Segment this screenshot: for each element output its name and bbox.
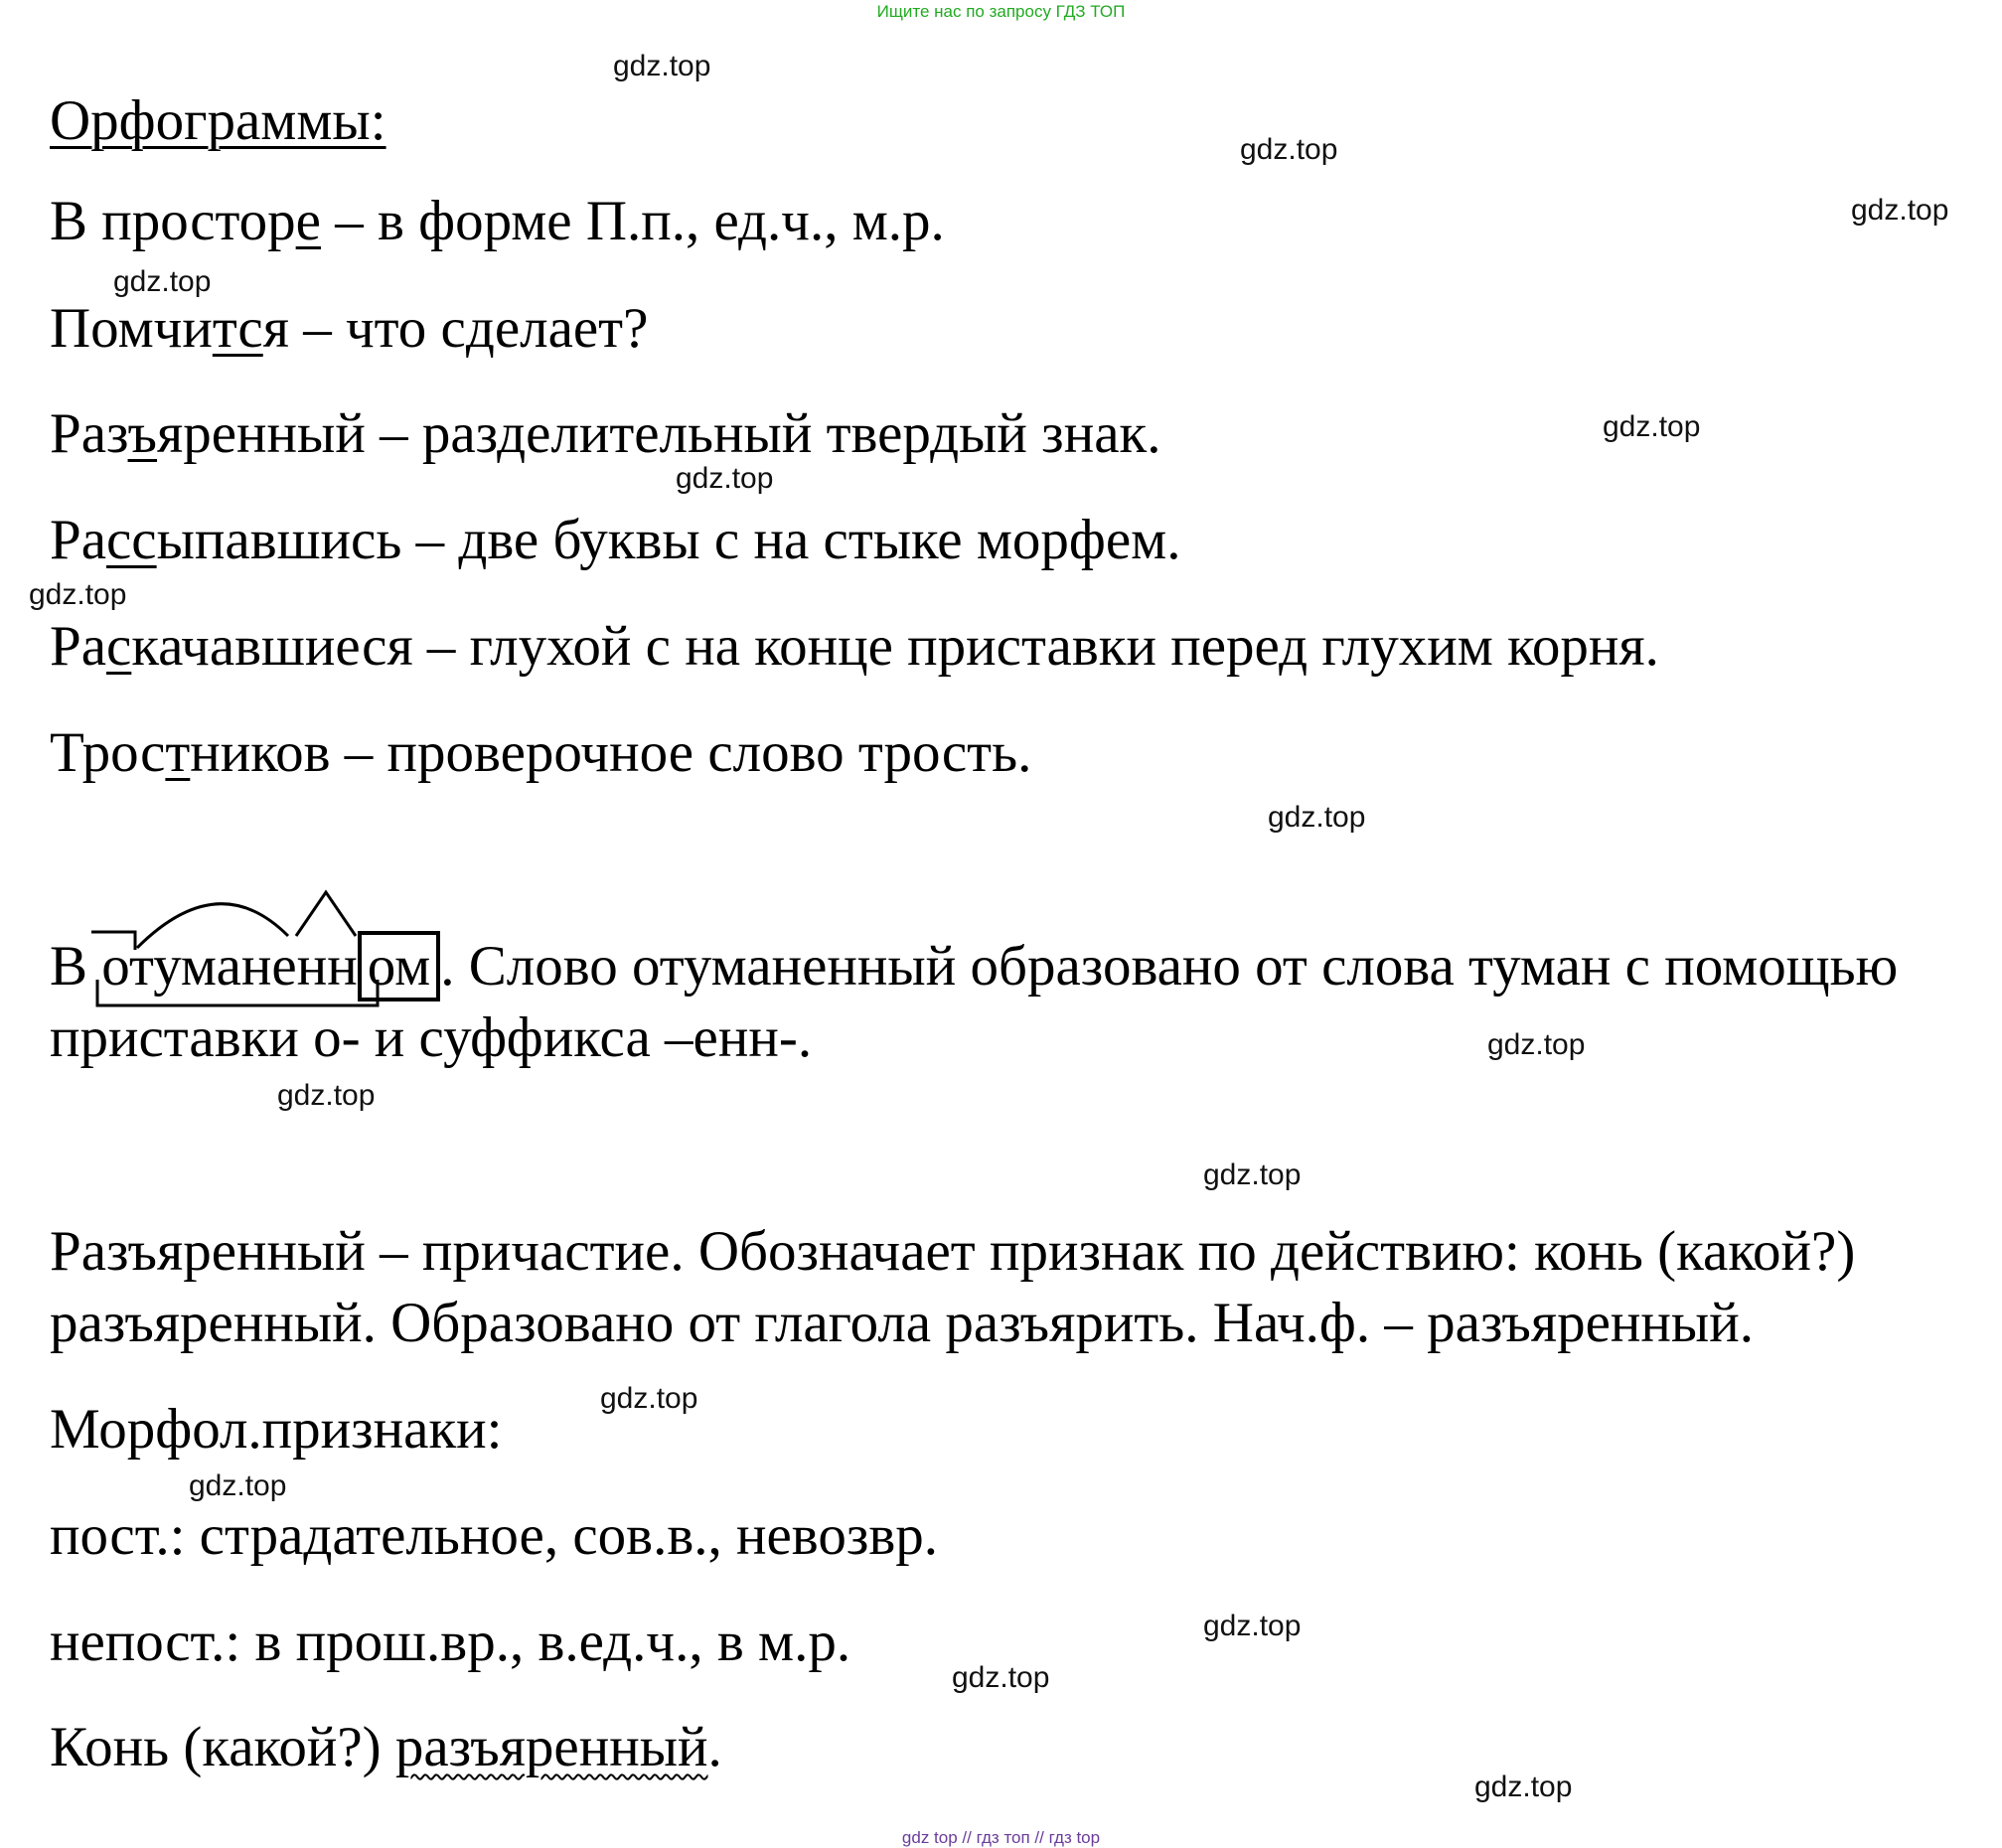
watermark: gdz.top	[29, 578, 127, 611]
line-text: Помчи	[50, 297, 213, 360]
line-text: В простор	[50, 190, 296, 252]
section-title: Орфограммы:	[50, 89, 386, 152]
line-text: Трос	[50, 721, 166, 784]
wavy-underlined-word: разъяренный	[394, 1716, 708, 1778]
bottom-links[interactable]: gdz top // гдз топ // гдз top	[901, 1828, 1101, 1847]
watermark: gdz.top	[1203, 1158, 1302, 1191]
analysis-text: Разъяренный – причастие. Обозначает признак по действию: конь (какой?)	[50, 1220, 1856, 1283]
watermark: gdz.top	[1487, 1028, 1586, 1061]
orthogram-letter: т	[165, 721, 191, 784]
watermark: gdz.top	[1203, 1610, 1302, 1642]
analysis-text	[50, 1716, 722, 1778]
watermark: gdz.top	[277, 1079, 376, 1112]
watermark: gdz.top	[600, 1382, 698, 1415]
line-text: Ра	[50, 509, 106, 571]
watermark: gdz.top	[113, 265, 212, 298]
orthogram-line	[50, 402, 1161, 465]
line-text: ыпавшись – две буквы с на стыке морфем.	[156, 509, 1181, 571]
line-text: Конь (какой?)	[50, 1716, 395, 1778]
watermark: gdz.top	[1603, 410, 1701, 443]
orthogram-letter: с	[106, 615, 132, 678]
line-text: Ра	[50, 615, 106, 678]
line-text: ников – проверочное слово трость.	[190, 721, 1032, 784]
line-text: качавшиеся – глухой с на конце приставки перед глухим корня.	[131, 615, 1659, 678]
orthogram-line	[50, 297, 649, 360]
watermark: gdz.top	[189, 1469, 287, 1502]
analysis-text: разъяренный. Образовано от глагола разъярить. Нач.ф. – разъяренный.	[50, 1292, 1754, 1354]
watermark: gdz.top	[1851, 194, 1949, 227]
line-text: яренный – разделительный твердый знак.	[157, 402, 1161, 465]
line-text: .	[707, 1716, 722, 1778]
watermark: gdz.top	[613, 50, 711, 82]
morphemic-line-2: приставки о- и суффикса –енн-.	[50, 1006, 813, 1069]
analysis-text: непост.: в прош.вр., в.ед.ч., в м.р.	[50, 1611, 851, 1673]
orthogram-letter: тс	[212, 297, 263, 360]
line-text: я – что сделает?	[262, 297, 649, 360]
watermark: gdz.top	[952, 1661, 1050, 1694]
watermark: gdz.top	[676, 462, 774, 495]
watermark: gdz.top	[1474, 1771, 1573, 1803]
line-text: . Слово отуманенный образовано от слова туман с помощью	[440, 935, 1899, 998]
orthogram-line	[50, 615, 1659, 678]
orthogram-letter: сс	[106, 509, 157, 571]
orthogram-letter: е	[295, 190, 321, 252]
orthogram-letter: ъ	[127, 402, 158, 465]
analysis-text: пост.: страдательное, сов.в., невозвр.	[50, 1504, 938, 1567]
word-stem: отуманенн	[101, 935, 358, 998]
orthogram-line	[50, 509, 1181, 571]
orthogram-line	[50, 721, 1032, 784]
line-text: Раз	[50, 402, 128, 465]
watermark: gdz.top	[1240, 133, 1338, 166]
watermark: gdz.top	[1268, 801, 1366, 834]
line-text: – в форме П.п., ед.ч., м.р.	[320, 190, 945, 252]
suffix-mark	[296, 892, 356, 936]
orthogram-line	[50, 190, 945, 252]
analysis-text: Морфол.признаки:	[50, 1398, 503, 1461]
ending-box: ом	[358, 931, 441, 1001]
morphemic-line	[50, 935, 1899, 998]
top-banner: Ищите нас по запросу ГДЗ ТОП	[876, 2, 1126, 21]
line-text: В	[50, 935, 102, 998]
